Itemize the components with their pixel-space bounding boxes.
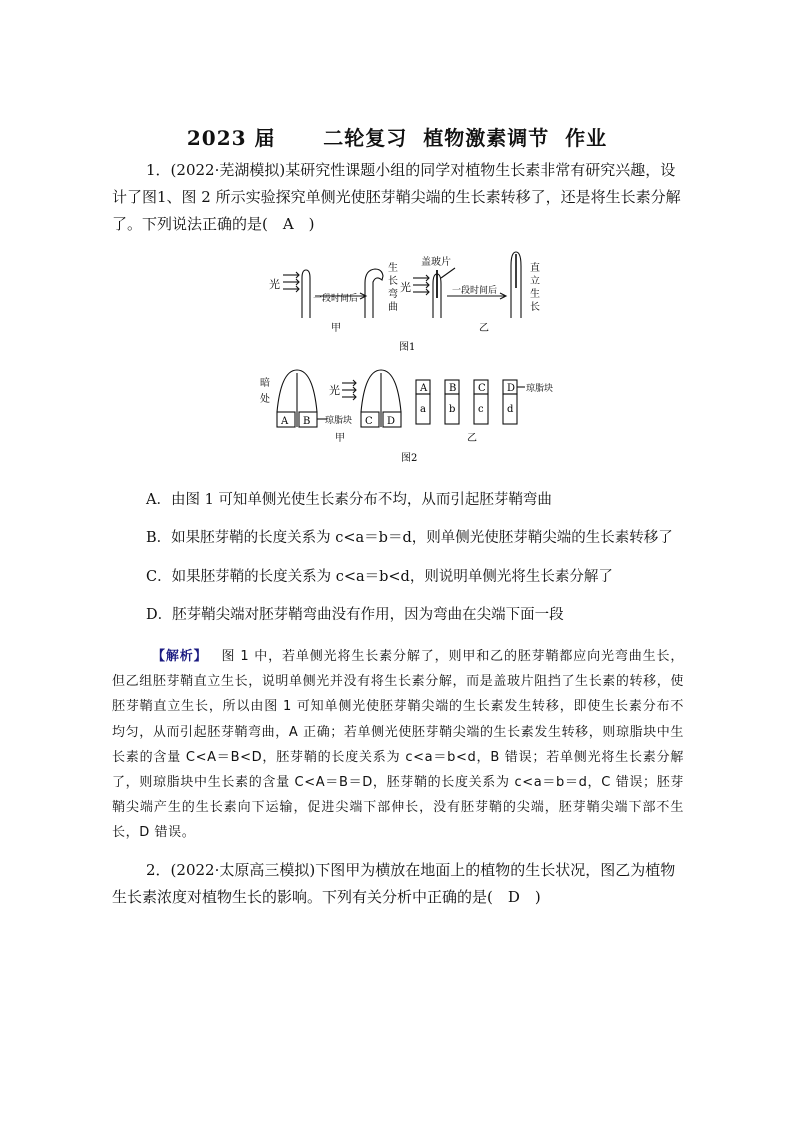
fig2-caption: 图2	[401, 453, 418, 464]
fig2-label-yi: 乙	[467, 433, 477, 444]
fig1-straight-3: 生	[530, 289, 540, 300]
fig2-yi-c: c	[478, 404, 484, 415]
question-1-stem: 1．(2022·芜湖模拟)某研究性课题小组的同学对植物生长素非常有研究兴趣，设计了图1、图 2 所示实验探究单侧光使胚芽鞘尖端的生长素转移了，还是将生长素分解了。下列说法正确的是( A )	[112, 161, 681, 233]
fig2-agar-label-yi: 琼脂块	[526, 384, 554, 394]
analysis-block	[112, 644, 684, 846]
fig2-block-D: D	[387, 416, 396, 427]
page-title: 2023 届 二轮复习 植物激素调节 作业	[186, 126, 608, 150]
figure-1-svg	[255, 248, 555, 358]
option-c: C．如果胚芽鞘的长度关系为 c<a＝b<d，则说明单侧光将生长素分解了	[146, 569, 613, 585]
fig2-agar-label-jia: 琼脂块	[325, 416, 353, 426]
fig1-after-label-yi: 一段时间后	[452, 286, 498, 296]
figure-1	[255, 248, 555, 362]
figure-2	[255, 368, 565, 472]
fig2-yi-B: B	[449, 383, 457, 394]
fig2-yi-a: a	[420, 404, 426, 415]
fig1-straight-2: 立	[530, 276, 540, 287]
fig2-yi-A: A	[420, 383, 428, 394]
fig2-dark-2: 处	[260, 394, 270, 405]
option-b: B．如果胚芽鞘的长度关系为 c<a＝b＝d，则单侧光使胚芽鞘尖端的生长素转移了	[146, 530, 673, 546]
option-d: D．胚芽鞘尖端对胚芽鞘弯曲没有作用，因为弯曲在尖端下面一段	[146, 607, 564, 623]
fig2-yi-b: b	[449, 404, 456, 415]
fig2-light-label: 光	[329, 384, 340, 397]
fig1-light-label-jia: 光	[269, 278, 280, 291]
question-2-stem: 2．(2022·太原高三模拟)下图甲为横放在地面上的植物的生长状况，图乙为植物生长素浓度对植物生长的影响。下列有关分析中正确的是( D )	[112, 861, 676, 906]
fig2-dark-1: 暗	[260, 378, 270, 389]
coleoptile-jia-start	[302, 270, 310, 318]
option-a: A．由图 1 可知单侧光使生长素分布不均，从而引起胚芽鞘弯曲	[146, 492, 552, 508]
analysis-text: 图 1 中，若单侧光将生长素分解了，则甲和乙的胚芽鞘都应向光弯曲生长，但乙组胚芽鞘直立生长，说明单侧光并没有将生长素分解，而是盖玻片阻挡了生长素的转移，使胚芽鞘直立生长，所以由图 1 可知单侧光使胚芽鞘尖端的生长素发生转移，即使生长素分布不均匀，从而引起胚芽鞘弯曲，A 正确；若单侧光使胚芽鞘尖端的生长素发生转移，则琼脂块中生长素的含量 C<A＝B<D，胚芽鞘的长度关系为 c<a＝b<d，B 错误；若单侧光将生长素分解了，则琼脂块中生长素的含量 C<A＝B＝D，胚芽鞘的长度关系为 c<a＝b＝d，C 错误；胚芽鞘尖端产生的生长素向下运输，促进尖端下部伸长，没有胚芽鞘的尖端，胚芽鞘尖端下部不生长，D 错误。	[112, 649, 684, 841]
fig2-block-B: B	[303, 416, 311, 427]
fig2-block-A: A	[281, 416, 289, 427]
fig1-glass-label: 盖玻片	[421, 257, 451, 268]
fig2-label-jia: 甲	[335, 433, 345, 444]
fig2-yi-d: d	[507, 404, 514, 415]
fig1-after-label-jia: 一段时间后	[313, 294, 359, 304]
analysis-tag: 【解析】	[152, 649, 208, 664]
fig1-bend-1: 生	[388, 263, 398, 274]
fig1-straight-1: 直	[530, 263, 540, 274]
fig1-light-label-yi: 光	[400, 281, 411, 294]
fig1-bend-4: 曲	[388, 302, 398, 313]
fig1-label-jia: 甲	[331, 323, 341, 334]
fig2-block-C: C	[365, 416, 373, 427]
fig1-bend-2: 长	[388, 276, 398, 287]
fig1-caption: 图1	[399, 342, 416, 353]
figure-2-svg	[255, 368, 565, 468]
fig1-bend-3: 弯	[388, 289, 398, 300]
fig2-yi-C: C	[478, 383, 486, 394]
coleoptile-jia-bent	[365, 269, 383, 318]
fig1-label-yi: 乙	[479, 323, 489, 334]
fig1-straight-4: 长	[530, 302, 540, 313]
fig2-yi-D: D	[507, 383, 516, 394]
